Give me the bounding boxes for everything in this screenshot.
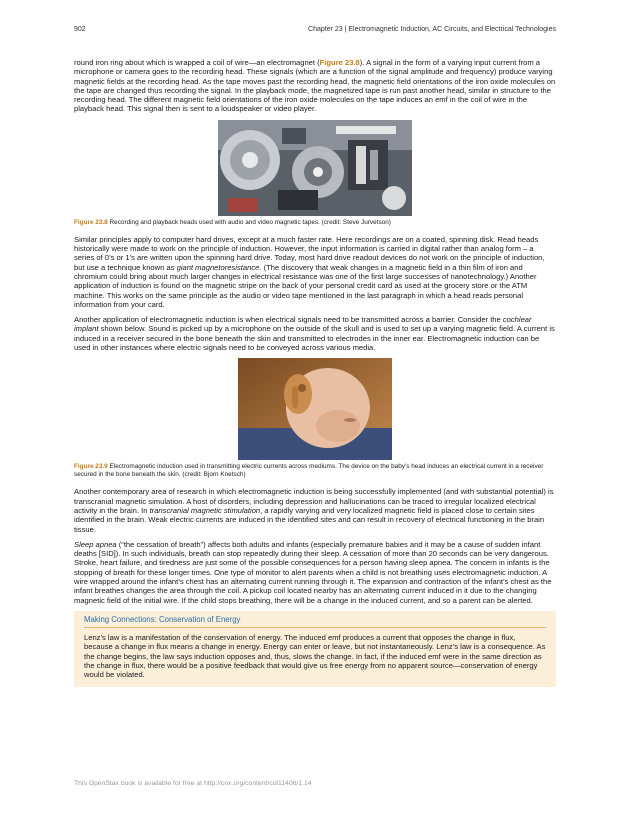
text-run: . (The discovery that weak changes in a magnetic field in a thin film of iron and chromium could bring about much larger changes in electrical resistance was one of the first large successes of nanotechnology.) Another application of induction is found on the magnetic stripe on the back of your personal credit card as used at the grocery store or the ATM machine. This works on the same principle as the audio or video tape mentioned in the last paragraph in which a head reads personal information from your card. (74, 262, 537, 309)
tape-heads-photo (218, 120, 412, 216)
figure-label: Figure 23.8 (74, 218, 108, 226)
paragraph-cochlear-implant (74, 315, 556, 352)
page-content (74, 58, 556, 687)
making-connections-box (74, 611, 556, 687)
box-text: Lenz’s law is a manifestation of the conservation of energy. The induced emf produces a current that opposes the change in flux, because a change in flux means a change in energy. Energy can enter or leave, but not instantaneously. Lenz’s law is a consequence. As the change begins, the law says induction opposes and, thus, slows the change. In fact, if the induced emf were in the same direction as the change in flux, there would be a positive feedback that would give us free energy from no apparent source—conservation of energy would be violated. (84, 632, 546, 680)
text-run: ). A signal in the form of a varying input current from a microphone or camera goes to the recording head. These signals (which are a function of the signal amplitude and frequency) produce varying magnetic fields at the recording head. As the tape moves past the recording head, the magnetic field orientations of the iron oxide molecules on the tape are changed thus recording the signal. In the playback mode, the magnetized tape is run past another head, similar in structure to the recording head. The different magnetic field orientations of the iron oxide molecules on the tape induces an emf in the coil of wire in the playback head. This signal then is sent to a loudspeaker or video player. (74, 58, 556, 114)
baby-implant-photo (238, 358, 392, 460)
paragraph-hard-drives (74, 235, 556, 309)
paragraph-tape-heads (74, 58, 556, 114)
figure-23-8-caption (74, 219, 556, 227)
text-run: , a rapidly varying and very localized magnetic field is placed close to certain sites identified in the brain. Weak electric currents are induced in the identified sites and can result in recovery of electrical functioning in the brain tissue. (74, 505, 545, 534)
emphasis-term: giant magnetoresistance (176, 262, 260, 272)
text-run: (“the cessation of breath”) affects both adults and infants (especially premature babies and it may be a cause of sudden infant deaths [SID]). In such individuals, breath can stop repeatedly during their sleep. A cessation of more than 20 seconds can be very dangerous. Stroke, heart failure, and tiredness are just some of the possible consequences for a person having sleep apnea. The concern in infants is the stopping of breath for these longer times. One type of monitor to alert parents when a child is not breathing uses electromagnetic induction. A wire wrapped around the infant’s chest has an alternating current running through it. The expansion and contraction of the infant’s chest as the infant breathes changes the area through the coil. A pickup coil located nearby has an alternating current induced in it due to the changing magnetic field of the initial wire. If the child stops breathing, there will be a change in the induced current, and so a parent can be alerted. (74, 539, 552, 605)
figure-23-9 (74, 358, 556, 460)
emphasis-term: transcranial magnetic stimulation (149, 505, 261, 515)
caption-text: Recording and playback heads used with audio and video magnetic tapes. (credit: Steve Jurvetson) (107, 218, 391, 226)
text-run: round iron ring about which is wrapped a coil of wire—an electromagnet ( (74, 58, 320, 67)
figure-23-8-link[interactable]: Figure 23.8 (319, 58, 360, 67)
caption-text: Electromagnetic induction used in transmitting electric currents across mediums. The device on the baby’s head induces an electrical current in a receiver secured in the bone beneath the skin. (credit: Bjorn Knetsch) (74, 463, 544, 479)
text-run: Another contemporary area of research in which electromagnetic induction is being successfully implemented (and with substantial potential) is transcranial magnetic simulation. A host of disorders, including depression and hallucinations can be traced to irregular localized electrical activity in the brain. In (74, 487, 554, 515)
box-title: Making Connections: Conservation of Energy (84, 615, 546, 628)
running-header: Chapter 23 | Electromagnetic Induction, AC Circuits, and Electrical Technologies (308, 26, 556, 33)
page-number: 902 (74, 26, 86, 33)
emphasis-term: cochlear implant (74, 315, 532, 334)
text-run: Similar principles apply to computer hard drives, except at a much faster rate. Here recordings are on a coated, spinning disk. Read heads historically were made to work on the principle of induction. However, the input information is carried in digital rather than analog form – a series of 0’s or 1’s are written upon the spinning hard drive. Today, most hard drive readout devices do not work on the principle of induction, but use a technique known as (74, 234, 545, 272)
figure-23-8 (74, 120, 556, 216)
figure-label: Figure 23.9 (74, 463, 108, 471)
figure-23-9-caption (74, 463, 556, 479)
footer-note: This OpenStax book is available for free at http://cnx.org/content/col11406/1.14 (74, 780, 312, 787)
emphasis-term: Sleep apnea (74, 539, 117, 549)
paragraph-sleep-apnea (74, 540, 556, 605)
text-run: Another application of electromagnetic induction is when electrical signals need to be transmitted across a barrier. Consider the (74, 315, 503, 325)
paragraph-transcranial (74, 487, 556, 533)
text-run: shown below. Sound is picked up by a microphone on the outside of the skull and is used to set up a varying magnetic field. A current is induced in a receiver secured in the bone beneath the skin and transmitted to electrodes in the inner ear. Electromagnetic induction can be used in other instances where electric signals need to be conveyed across various media. (74, 324, 555, 353)
